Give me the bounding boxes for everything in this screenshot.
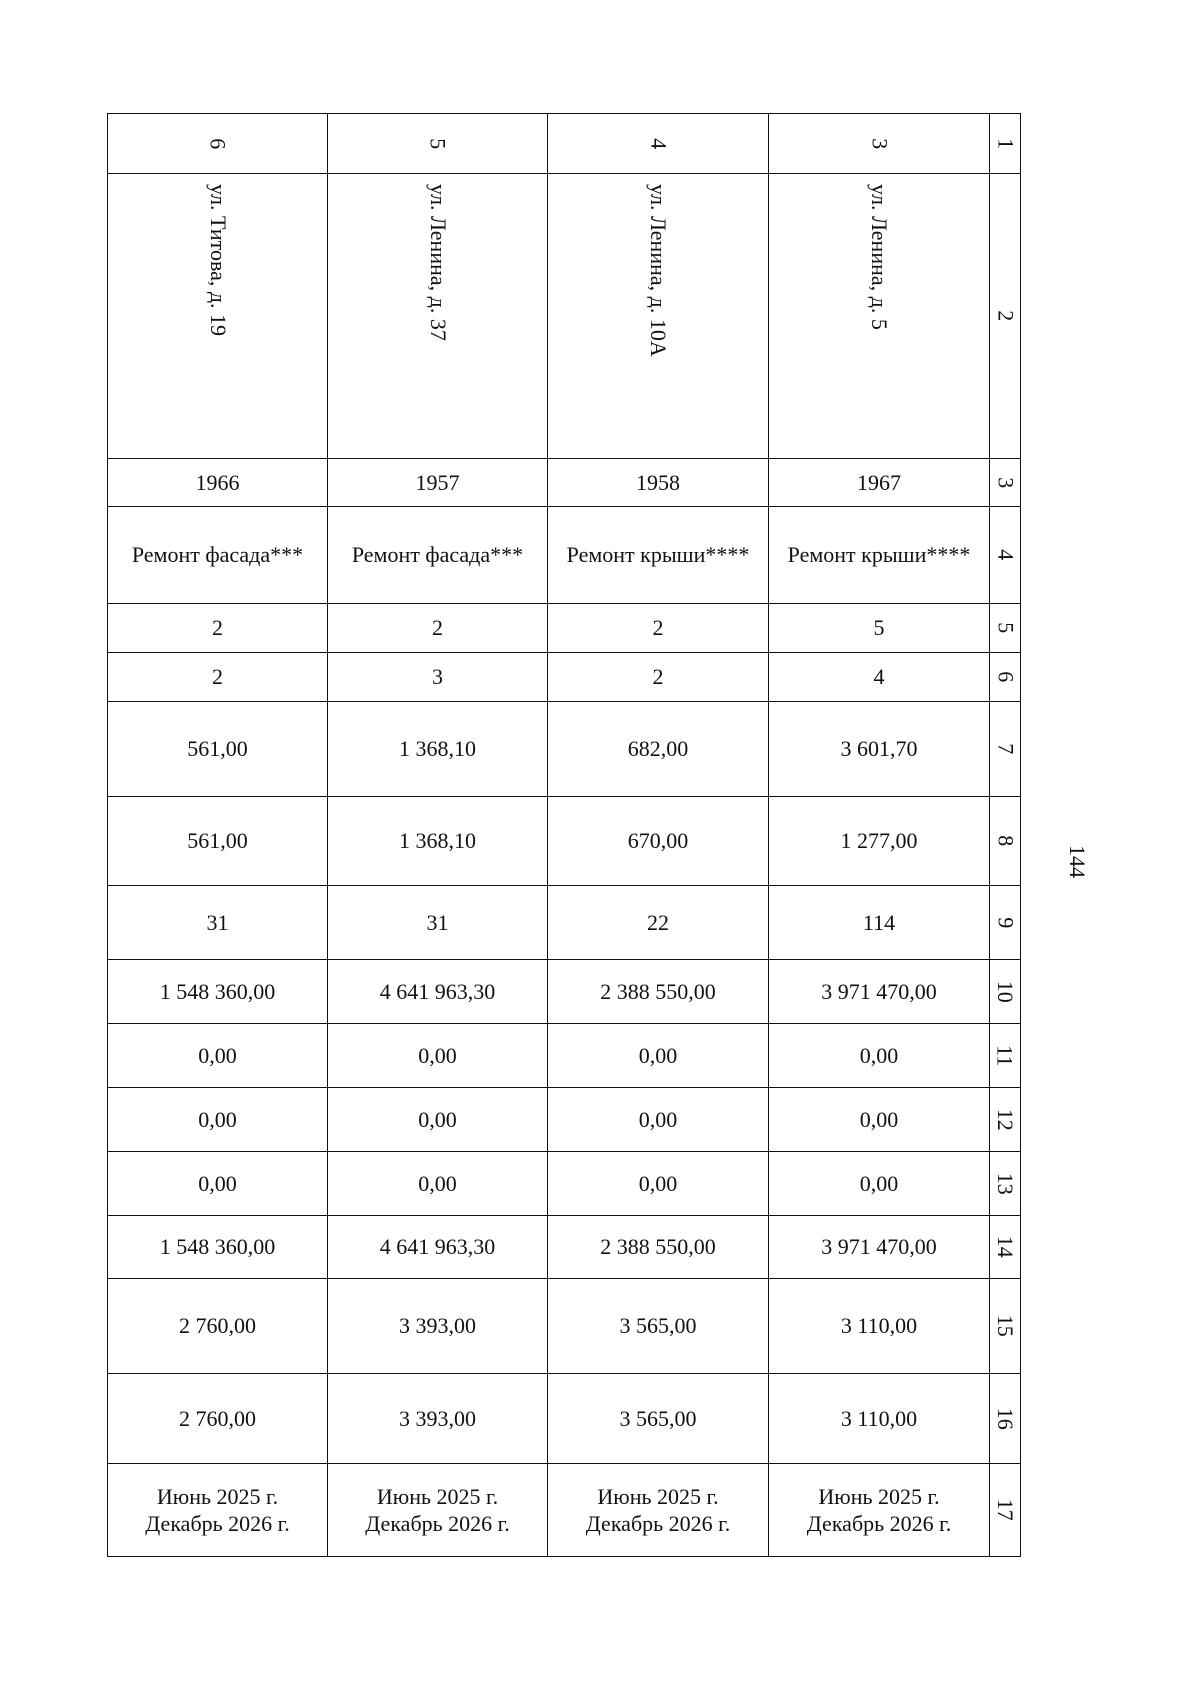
value-cell-c9: 31 [108, 886, 328, 960]
row-number-cell [990, 114, 1021, 174]
row-number-cell [990, 1464, 1021, 1557]
row-number: 9 [992, 917, 1018, 928]
object-number: 6 [205, 138, 231, 149]
row-number-cell [990, 1374, 1021, 1464]
value-cell-c10: 4 641 963,30 [328, 960, 548, 1024]
object-number-cell [328, 114, 548, 174]
value-cell-year: 1957 [328, 459, 548, 507]
table-row [108, 1088, 1021, 1152]
value-cell-work: Ремонт крыши**** [548, 507, 769, 604]
period-cell [328, 1464, 548, 1557]
period-start: Июнь 2025 г. [818, 1483, 940, 1509]
value-cell-c7: 561,00 [108, 702, 328, 797]
table-row [108, 114, 1021, 174]
address-cell [548, 174, 769, 459]
row-number-cell [990, 459, 1021, 507]
row-number-cell [990, 702, 1021, 797]
value-cell-c9: 114 [769, 886, 990, 960]
period-cell [108, 1464, 328, 1557]
value-cell-c13: 0,00 [548, 1152, 769, 1216]
table-row [108, 507, 1021, 604]
value-cell-c15: 3 110,00 [769, 1279, 990, 1374]
row-number: 1 [992, 138, 1018, 149]
value-cell-c16: 3 110,00 [769, 1374, 990, 1464]
value-cell-year: 1966 [108, 459, 328, 507]
table-row [108, 1152, 1021, 1216]
address-text: ул. Ленина, д. 10А [646, 184, 671, 357]
page-number: 144 [1065, 845, 1090, 878]
value-cell-c7: 682,00 [548, 702, 769, 797]
value-cell-c16: 3 565,00 [548, 1374, 769, 1464]
value-cell-c11: 0,00 [769, 1024, 990, 1088]
row-number: 16 [992, 1407, 1018, 1430]
period-end: Декабрь 2026 г. [365, 1511, 510, 1536]
row-number-cell [990, 797, 1021, 886]
row-number-cell [990, 886, 1021, 960]
row-number: 7 [992, 743, 1018, 755]
row-number: 10 [992, 980, 1018, 1003]
table-row [108, 1464, 1021, 1557]
table-row [108, 1279, 1021, 1374]
value-cell-c5: 5 [769, 604, 990, 653]
address-text: ул. Титова, д. 19 [205, 184, 231, 337]
value-cell-c12: 0,00 [548, 1088, 769, 1152]
value-cell-c7: 1 368,10 [328, 702, 548, 797]
row-number: 2 [992, 310, 1018, 322]
address-cell [769, 174, 990, 459]
row-number: 6 [992, 671, 1018, 683]
object-number-cell [108, 114, 328, 174]
row-number-cell [990, 1152, 1021, 1216]
value-cell-c14: 3 971 470,00 [769, 1216, 990, 1279]
value-cell-c9: 31 [328, 886, 548, 960]
value-cell-c6: 3 [328, 653, 548, 702]
period-end: Декабрь 2026 г. [806, 1511, 952, 1536]
row-number-cell [990, 1216, 1021, 1279]
address-cell [108, 174, 328, 459]
value-cell-c11: 0,00 [108, 1024, 328, 1088]
row-number: 5 [992, 622, 1018, 634]
row-number-cell [990, 174, 1021, 459]
value-cell-year: 1958 [548, 459, 769, 507]
value-cell-c15: 2 760,00 [108, 1279, 328, 1374]
table-row [108, 1216, 1021, 1279]
value-cell-c5: 2 [548, 604, 769, 653]
value-cell-c16: 3 393,00 [328, 1374, 548, 1464]
row-number: 14 [992, 1236, 1018, 1258]
value-cell-c6: 4 [769, 653, 990, 702]
table-row [108, 1374, 1021, 1464]
capital-repair-table [107, 113, 1021, 1557]
object-number: 4 [645, 138, 671, 149]
row-number-cell [990, 653, 1021, 702]
value-cell-c15: 3 393,00 [328, 1279, 548, 1374]
value-cell-c11: 0,00 [548, 1024, 769, 1088]
object-number-cell [548, 114, 769, 174]
value-cell-c10: 1 548 360,00 [108, 960, 328, 1024]
period-cell [769, 1464, 990, 1557]
row-number: 11 [992, 1044, 1018, 1067]
value-cell-c14: 4 641 963,30 [328, 1216, 548, 1279]
value-cell-c13: 0,00 [769, 1152, 990, 1216]
table-row [108, 653, 1021, 702]
row-number: 15 [992, 1315, 1018, 1337]
table-row [108, 459, 1021, 507]
value-cell-c12: 0,00 [328, 1088, 548, 1152]
row-number: 12 [992, 1108, 1018, 1131]
value-cell-c13: 0,00 [108, 1152, 328, 1216]
value-cell-c5: 2 [108, 604, 328, 653]
row-number-cell [990, 1279, 1021, 1374]
period-start: Июнь 2025 г. [156, 1483, 279, 1509]
row-number: 17 [992, 1499, 1018, 1521]
value-cell-work: Ремонт фасада*** [328, 507, 548, 604]
period-end: Декабрь 2026 г. [145, 1511, 290, 1536]
value-cell-c14: 2 388 550,00 [548, 1216, 769, 1279]
value-cell-c8: 1 277,00 [769, 797, 990, 886]
value-cell-c15: 3 565,00 [548, 1279, 769, 1374]
address-text: ул. Ленина, д. 37 [425, 184, 451, 341]
row-number-cell [990, 604, 1021, 653]
row-number: 4 [992, 549, 1018, 561]
row-number: 3 [992, 477, 1018, 488]
period-start: Июнь 2025 г. [597, 1483, 719, 1509]
value-cell-work: Ремонт фасада*** [108, 507, 328, 604]
value-cell-c14: 1 548 360,00 [108, 1216, 328, 1279]
value-cell-c12: 0,00 [769, 1088, 990, 1152]
value-cell-c16: 2 760,00 [108, 1374, 328, 1464]
table-row [108, 960, 1021, 1024]
value-cell-c8: 561,00 [108, 797, 328, 886]
row-number: 8 [992, 835, 1018, 847]
table-row [108, 797, 1021, 886]
value-cell-c8: 1 368,10 [328, 797, 548, 886]
value-cell-c10: 3 971 470,00 [769, 960, 990, 1024]
object-number: 3 [866, 138, 892, 149]
period-start: Июнь 2025 г. [376, 1483, 499, 1509]
period-end: Декабрь 2026 г. [585, 1511, 731, 1536]
value-cell-c12: 0,00 [108, 1088, 328, 1152]
period-cell [548, 1464, 769, 1557]
value-cell-c10: 2 388 550,00 [548, 960, 769, 1024]
value-cell-c5: 2 [328, 604, 548, 653]
value-cell-c6: 2 [548, 653, 769, 702]
value-cell-c9: 22 [548, 886, 769, 960]
row-number-cell [990, 1024, 1021, 1088]
value-cell-c7: 3 601,70 [769, 702, 990, 797]
table-row [108, 174, 1021, 459]
table-row [108, 886, 1021, 960]
address-cell [328, 174, 548, 459]
object-number: 5 [425, 138, 451, 149]
value-cell-c8: 670,00 [548, 797, 769, 886]
value-cell-work: Ремонт крыши**** [769, 507, 990, 604]
object-number-cell [769, 114, 990, 174]
table-row [108, 604, 1021, 653]
table-row [108, 1024, 1021, 1088]
value-cell-c6: 2 [108, 653, 328, 702]
row-number-cell [990, 960, 1021, 1024]
value-cell-c13: 0,00 [328, 1152, 548, 1216]
value-cell-c11: 0,00 [328, 1024, 548, 1088]
address-text: ул. Ленина, д. 5 [867, 184, 892, 330]
row-number-cell [990, 1088, 1021, 1152]
row-number-cell [990, 507, 1021, 604]
table-row [108, 702, 1021, 797]
value-cell-year: 1967 [769, 459, 990, 507]
row-number: 13 [992, 1172, 1018, 1195]
